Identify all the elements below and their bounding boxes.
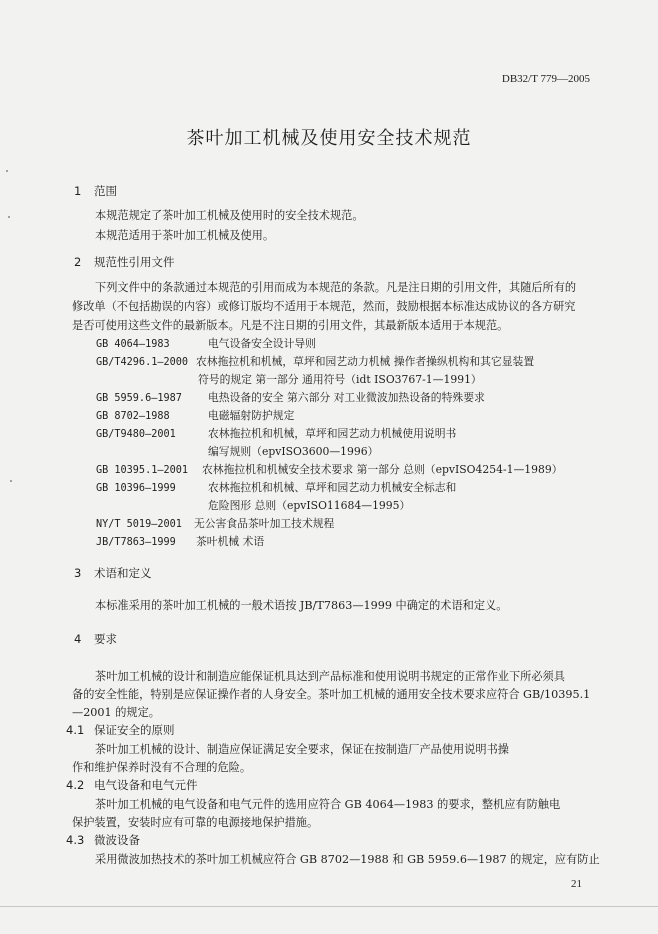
reference-code: GB 10396—1999 (96, 483, 176, 494)
reference-code: NY/T 5019—2001 (96, 519, 182, 530)
reference-code: GB 10395.1—2001 (96, 465, 189, 476)
page-number: 21 (571, 878, 582, 890)
section-number: 3 (74, 566, 82, 580)
section-number: 4.2 (66, 778, 85, 792)
section-title: 范围 (94, 184, 117, 198)
reference-title: 茶叶机械 术语 (196, 535, 265, 548)
section-title: 术语和定义 (94, 566, 152, 580)
section-1-heading (74, 183, 117, 199)
reference-item (96, 390, 485, 405)
section-2-heading (74, 254, 175, 270)
reference-code: GB/T4296.1—2000 (96, 357, 189, 368)
section-title: 电气设备和电气元件 (94, 778, 198, 792)
reference-item (96, 462, 563, 477)
reference-title: 农林拖拉机和机械、草坪和园艺动力机械安全标志和 (208, 481, 457, 494)
section-title: 规范性引用文件 (94, 255, 175, 269)
requirements-line-3: —2001 的规定。 (72, 706, 160, 719)
section-number: 4 (74, 632, 82, 646)
requirements-line-1: 茶叶加工机械的设计和制造应能保证机具达到产品标准和使用说明书规定的正常作业下所必须具 (95, 670, 565, 683)
reference-item (96, 354, 534, 369)
document-title: 茶叶加工机械及使用安全技术规范 (186, 128, 472, 149)
section-number: 2 (74, 255, 82, 269)
reference-title: 农林拖拉机和机械，草坪和园艺动力机械 操作者操纵机构和其它显装置 (196, 355, 535, 368)
references-intro-line-1: 下列文件中的条款通过本规范的引用而成为本规范的条款。凡是注日期的引用文件，其随后所有的 (95, 281, 577, 294)
scan-edge-line (0, 906, 658, 907)
references-intro-line-2: 修改单（不包括勘误的内容）或修订版均不适用于本规范，然而，鼓励根据本标准达成协议的各方研究 (72, 300, 576, 313)
safety-principle-line-2: 作和维护保养时没有不合理的危险。 (72, 761, 252, 774)
section-number: 4.1 (66, 723, 85, 737)
reference-title-continued: 符号的规定 第一部分 通用符号（idt ISO3767-1—1991） (198, 373, 482, 386)
reference-code: GB/T9480—2001 (96, 429, 176, 440)
reference-code: GB 8702—1988 (96, 411, 170, 422)
reference-title: 电气设备安全设计导则 (208, 337, 316, 350)
section-title: 要求 (94, 632, 117, 646)
scan-speck (6, 170, 8, 172)
reference-title: 电热设备的安全 第六部分 对工业微波加热设备的特殊要求 (208, 391, 485, 404)
reference-title: 无公害食品茶叶加工技术规程 (194, 517, 335, 530)
reference-title-continued: 编写规则（epvISO3600—1996） (208, 445, 379, 458)
reference-title: 农林拖拉机和机械，草坪和园艺动力机械使用说明书 (208, 427, 457, 440)
reference-code: JB/T7863—1999 (96, 537, 176, 548)
microwave-line-1: 采用微波加热技术的茶叶加工机械应符合 GB 8702—1988 和 GB 5959.6—1987 的规定，应有防止 (95, 853, 600, 866)
reference-item (96, 408, 294, 423)
reference-item (96, 336, 316, 351)
section-number: 4.3 (66, 833, 85, 847)
document-number: DB32/T 779—2005 (501, 73, 590, 85)
references-intro-line-3: 是否可使用这些文件的最新版本。凡是不注日期的引用文件，其最新版本适用于本规范。 (72, 319, 509, 332)
reference-title-continued: 危险图形 总则（epvISO11684—1995） (208, 499, 411, 512)
reference-title: 农林拖拉机和机械安全技术要求 第一部分 总则（epvISO4254-1—1989） (202, 463, 563, 476)
reference-item (96, 534, 264, 549)
requirements-line-2: 备的安全性能，特别是应保证操作者的人身安全。茶叶加工机械的通用安全技术要求应符合 GB/10395.1 (72, 688, 591, 701)
section-number: 1 (74, 184, 82, 198)
reference-item (96, 516, 334, 531)
reference-code: GB 5959.6—1987 (96, 393, 182, 404)
reference-item (96, 480, 456, 495)
section-4-2-heading (66, 777, 198, 793)
electrical-line-2: 保护装置，安装时应有可靠的电源接地保护措施。 (72, 816, 319, 829)
section-4-heading (74, 631, 117, 647)
scope-line-2: 本规范适用于茶叶加工机械及使用。 (95, 229, 275, 242)
scan-speck (8, 216, 10, 218)
terms-line: 本标准采用的茶叶加工机械的一般术语按 JB/T7863—1999 中确定的术语和定义。 (95, 599, 508, 612)
reference-item (96, 426, 456, 441)
electrical-line-1: 茶叶加工机械的电气设备和电气元件的选用应符合 GB 4064—1983 的要求，整机应有防触电 (95, 798, 561, 811)
safety-principle-line-1: 茶叶加工机械的设计、制造应保证满足安全要求，保证在按制造厂产品使用说明书操 (95, 743, 509, 756)
scope-line-1: 本规范规定了茶叶加工机械及使用时的安全技术规范。 (95, 209, 364, 222)
reference-code: GB 4064—1983 (96, 339, 170, 350)
section-3-heading (74, 565, 152, 581)
reference-title: 电磁辐射防护规定 (208, 409, 295, 422)
section-title: 保证安全的原则 (94, 723, 175, 737)
section-4-1-heading (66, 722, 175, 738)
section-title: 微波设备 (94, 833, 140, 847)
section-4-3-heading (66, 832, 140, 848)
scan-speck (10, 480, 12, 482)
